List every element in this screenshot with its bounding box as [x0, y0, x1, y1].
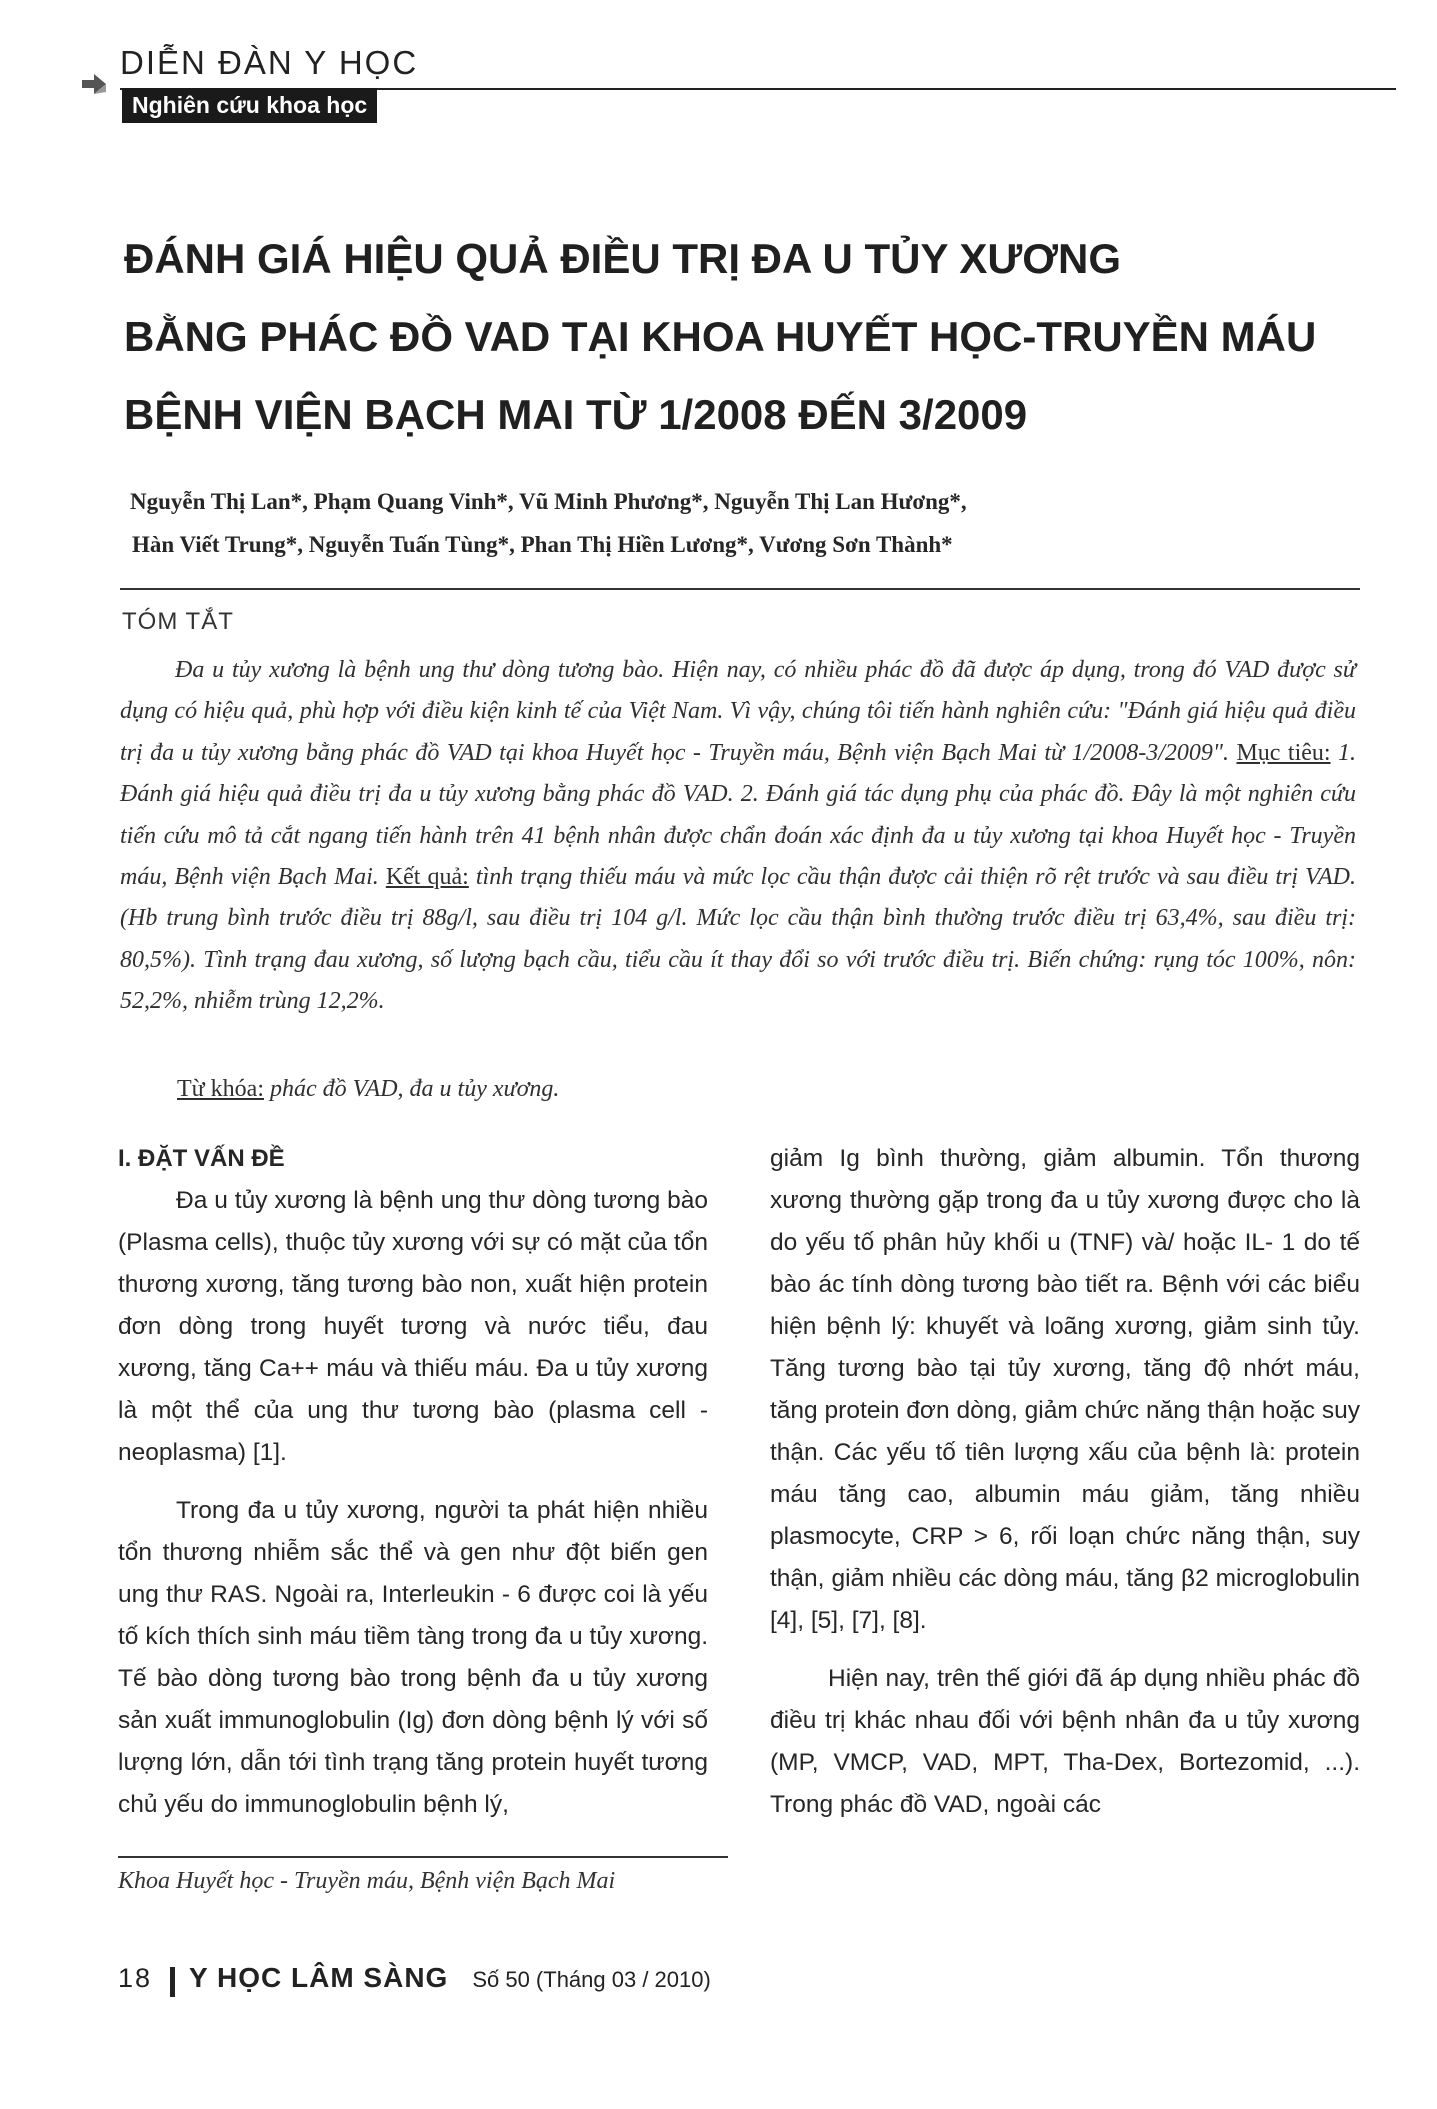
section-heading: I. ĐẶT VẤN ĐỀ	[118, 1145, 285, 1172]
issue-info: Số 50 (Tháng 03 / 2010)	[472, 1967, 711, 1992]
body-right-column	[770, 1138, 1360, 1826]
abstract-body	[120, 650, 1356, 1023]
section-name: DIỄN ĐÀN Y HỌC	[120, 44, 419, 81]
footnote-rule	[118, 1856, 728, 1858]
authors	[130, 480, 1360, 566]
left-paragraph-1: Đa u tủy xương là bệnh ung thư dòng tương bào (Plasma cells), thuộc tủy xương với sự có mặt của tổn thương xương, tăng tương bào non, xuất hiện protein đơn dòng trong huyết tương và nước tiểu, đau xương, tăng Ca++ máu và thiếu máu. Đa u tủy xương là một thể của ung thư tương bào (plasma cell - neoplasma) [1].	[118, 1187, 708, 1466]
left-paragraph-2: Trong đa u tủy xương, người ta phát hiện nhiều tổn thương nhiễm sắc thể và gen như đột biến gen ung thư RAS. Ngoài ra, Interleukin - 6 được coi là yếu tố kích thích sinh máu tiềm tàng trong đa u tủy xương. Tế bào dòng tương bào trong bệnh đa u tủy xương sản xuất immunoglobulin (Ig) đơn dòng bệnh lý với số lượng lớn, dẫn tới tình trạng tăng protein huyết tương chủ yếu do immunoglobulin bệnh lý,	[118, 1497, 708, 1818]
objective-label: Mục tiêu:	[1236, 739, 1331, 766]
footer-divider	[170, 1967, 175, 1997]
abstract-objective: 1. Đánh giá hiệu quả điều trị đa u tủy xương bằng phác đồ VAD. 2. Đánh giá tác dụng phụ của phác đồ. Đây là một nghiên cứu tiến cứu mô tả cắt ngang tiến hành trên 41 bệnh nhân được chẩn đoán xác định đa u tủy xương tại khoa Huyết học - Truyền máu, Bệnh viện Bạch Mai.	[120, 739, 1357, 891]
authors-line-1: Nguyễn Thị Lan*, Phạm Quang Vinh*, Vũ Minh Phương*, Nguyễn Thị Lan Hương*,	[130, 489, 967, 514]
title-line-3: BỆNH VIỆN BẠCH MAI TỪ 1/2008 ĐẾN 3/2009	[124, 391, 1028, 438]
title-line-1: ĐÁNH GIÁ HIỆU QUẢ ĐIỀU TRỊ ĐA U TỦY XƯƠNG	[124, 235, 1122, 282]
authors-line-2: Hàn Viết Trung*, Nguyễn Tuấn Tùng*, Phan Thị Hiền Lương*, Vương Sơn Thành*	[132, 532, 953, 557]
title-line-2: BẰNG PHÁC ĐỒ VAD TẠI KHOA HUYẾT HỌC-TRUYỀN MÁU	[124, 313, 1317, 360]
result-label: Kết quả:	[385, 864, 469, 891]
footnote: Khoa Huyết học - Truyền máu, Bệnh viện Bạch Mai	[118, 1868, 616, 1894]
section-badge: Nghiên cứu khoa học	[122, 88, 377, 123]
arrow-right-icon	[80, 74, 120, 102]
abstract-heading: TÓM TẮT	[122, 608, 234, 635]
page-footer	[118, 1962, 711, 2002]
right-paragraph-1: giảm Ig bình thường, giảm albumin. Tổn thương xương thường gặp trong đa u tủy xương được cho là do yếu tố phân hủy khối u (TNF) và/ hoặc IL- 1 do tế bào ác tính dòng tương bào tiết ra. Bệnh với các biểu hiện bệnh lý: khuyết và loãng xương, giảm sinh tủy. Tăng tương bào tại tủy xương, tăng độ nhớt máu, tăng protein đơn dòng, giảm chức năng thận hoặc suy thận. Các yếu tố tiên lượng xấu của bệnh là: protein máu tăng cao, albumin máu giảm, tăng nhiều plasmocyte, CRP > 6, rối loạn chức năng thận, suy thận, giảm nhiều các dòng máu, tăng β2 microglobulin [4], [5], [7], [8].	[770, 1145, 1360, 1634]
article-title	[124, 220, 1374, 454]
abstract-intro: Đa u tủy xương là bệnh ung thư dòng tương bào. Hiện nay, có nhiều phác đồ đã được áp dụng, trong đó VAD được sử dụng có hiệu quả, phù hợp với điều kiện kinh tế của Việt Nam. Vì vậy, chúng tôi tiến hành nghiên cứu: "Đánh giá hiệu quả điều trị đa u tủy xương bằng phác đồ VAD tại khoa Huyết học - Truyền máu, Bệnh viện Bạch Mai từ 1/2008-3/2009".	[120, 657, 1356, 766]
keywords-label: Từ khóa:	[177, 1076, 264, 1102]
keywords-text: phác đồ VAD, đa u tủy xương.	[270, 1076, 560, 1102]
authors-rule	[120, 588, 1360, 590]
right-paragraph-2: Hiện nay, trên thế giới đã áp dụng nhiều phác đồ điều trị khác nhau đối với bệnh nhân đa u tủy xương (MP, VMCP, VAD, MPT, Tha-Dex, Bortezomid, ...). Trong phác đồ VAD, ngoài các	[770, 1665, 1360, 1818]
abstract-result: tình trạng thiếu máu và mức lọc cầu thận được cải thiện rõ rệt trước và sau điều trị VAD. (Hb trung bình trước điều trị 88g/l, sau điều trị 104 g/l. Mức lọc cầu thận bình thường trước điều trị 63,4%, sau điều trị: 80,5%). Tình trạng đau xương, số lượng bạch cầu, tiểu cầu ít thay đổi so với trước điều trị. Biến chứng: rụng tóc 100%, nôn: 52,2%, nhiễm trùng 12,2%.	[120, 864, 1356, 1015]
body-left-column	[118, 1138, 708, 1826]
journal-name: Y HỌC LÂM SÀNG	[189, 1962, 449, 1993]
keywords	[177, 1076, 559, 1103]
page-number: 18	[118, 1963, 153, 1993]
